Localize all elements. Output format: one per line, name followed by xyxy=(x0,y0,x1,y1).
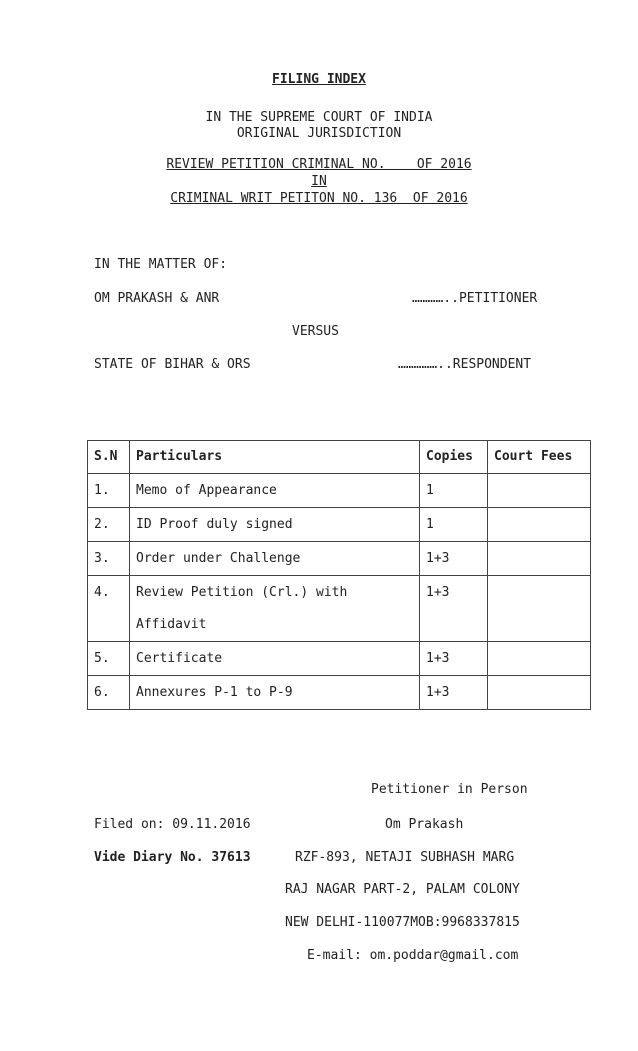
cell-sn: 2. xyxy=(88,508,130,542)
cell-copies: 1 xyxy=(420,474,488,508)
cell-copies: 1+3 xyxy=(420,576,488,642)
table-row xyxy=(88,642,591,676)
jurisdiction: ORIGINAL JURISDICTION xyxy=(236,126,402,141)
cell-court-fees xyxy=(488,508,591,542)
cell-sn: 6. xyxy=(88,676,130,710)
cell-court-fees xyxy=(488,474,591,508)
case-title-in: IN xyxy=(311,174,327,189)
cell-particulars: Certificate xyxy=(130,642,420,676)
court-name: IN THE SUPREME COURT OF INDIA xyxy=(205,110,433,125)
header-particulars: Particulars xyxy=(130,441,420,474)
case-title-writ: CRIMINAL WRIT PETITON NO. 136 OF 2016 xyxy=(170,191,468,206)
header-sn: S.N xyxy=(88,441,130,474)
cell-particulars-line2: Affidavit xyxy=(136,617,207,632)
cell-court-fees xyxy=(488,676,591,710)
table-row xyxy=(88,474,591,508)
diary-number: Vide Diary No. 37613 xyxy=(94,850,251,865)
cell-copies: 1 xyxy=(420,508,488,542)
address-line-1: RZF-893, NETAJI SUBHASH MARG xyxy=(295,850,515,865)
cell-sn: 3. xyxy=(88,542,130,576)
table-row xyxy=(88,576,591,642)
cell-court-fees xyxy=(488,642,591,676)
cell-copies: 1+3 xyxy=(420,676,488,710)
address-line-3: NEW DELHI-110077MOB:9968337815 xyxy=(285,915,520,930)
address-line-2: RAJ NAGAR PART-2, PALAM COLONY xyxy=(285,882,520,897)
petitioner-role: …………..PETITIONER xyxy=(412,291,538,306)
header-court-fees: Court Fees xyxy=(488,441,591,474)
petitioner-name: OM PRAKASH & ANR xyxy=(94,291,220,306)
cell-copies: 1+3 xyxy=(420,542,488,576)
table-row xyxy=(88,676,591,710)
petitioner-signature-name: Om Prakash xyxy=(385,817,464,832)
petitioner-in-person: Petitioner in Person xyxy=(371,782,528,797)
header-copies: Copies xyxy=(420,441,488,474)
cell-particulars: Memo of Appearance xyxy=(130,474,420,508)
cell-court-fees xyxy=(488,542,591,576)
email-address: E-mail: om.poddar@gmail.com xyxy=(307,948,519,963)
case-title-review: REVIEW PETITION CRIMINAL NO. OF 2016 xyxy=(166,157,472,172)
cell-particulars xyxy=(130,576,420,642)
filed-on-date: Filed on: 09.11.2016 xyxy=(94,817,251,832)
respondent-role: ……………..RESPONDENT xyxy=(398,357,532,372)
table-row xyxy=(88,542,591,576)
cell-sn: 1. xyxy=(88,474,130,508)
cell-court-fees xyxy=(488,576,591,642)
document-title: FILING INDEX xyxy=(272,72,366,87)
matter-intro: IN THE MATTER OF: xyxy=(94,257,228,272)
cell-copies: 1+3 xyxy=(420,642,488,676)
respondent-name: STATE OF BIHAR & ORS xyxy=(94,357,251,372)
cell-particulars: Annexures P-1 to P-9 xyxy=(130,676,420,710)
cell-particulars: ID Proof duly signed xyxy=(130,508,420,542)
cell-particulars-line1: Review Petition (Crl.) with xyxy=(136,585,348,600)
cell-sn: 5. xyxy=(88,642,130,676)
table-row xyxy=(88,508,591,542)
table-header-row xyxy=(88,441,591,474)
filing-index-table xyxy=(87,440,591,710)
cell-sn: 4. xyxy=(88,576,130,642)
cell-particulars: Order under Challenge xyxy=(130,542,420,576)
versus-label: VERSUS xyxy=(292,324,339,339)
